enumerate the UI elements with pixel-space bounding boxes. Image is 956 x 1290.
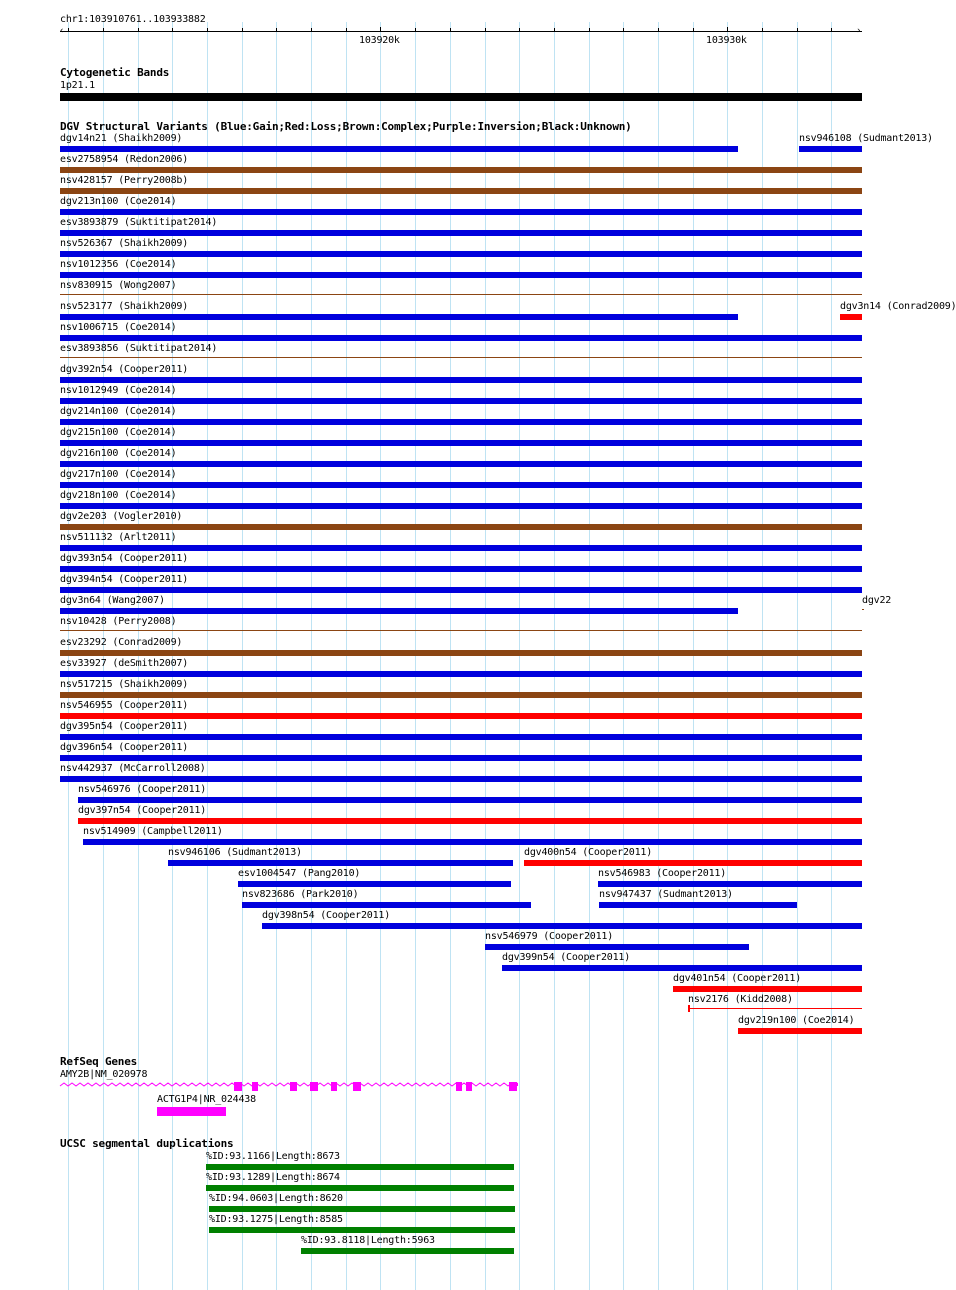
dgv-variant-bar[interactable] — [799, 146, 862, 152]
dgv-variant-bar[interactable] — [60, 503, 862, 509]
dgv-variant-label: nsv523177 (Shaikh2009) — [60, 301, 189, 312]
dgv-variant-label: dgv216n100 (Coe2014) — [60, 448, 177, 459]
segdup-bar[interactable] — [206, 1164, 514, 1170]
ruler-tick-label: 103920k — [359, 35, 400, 46]
dgv-variant-label: dgv218n100 (Coe2014) — [60, 490, 177, 501]
dgv-variant-label: dgv401n54 (Cooper2011) — [673, 973, 802, 984]
ruler-tick — [762, 28, 763, 32]
dgv-variant-label: nsv526367 (Shaikh2009) — [60, 238, 189, 249]
ruler-arrow-right: › — [856, 26, 862, 36]
dgv-variant-bar[interactable] — [688, 1008, 862, 1009]
dgv-variant-bar[interactable] — [485, 944, 749, 950]
dgv-variant-bar[interactable] — [60, 314, 738, 320]
dgv-variant-bar[interactable] — [673, 986, 862, 992]
dgv-variant-label: nsv546955 (Cooper2011) — [60, 700, 189, 711]
dgv-variant-bar[interactable] — [60, 167, 862, 173]
dgv-track-title: DGV Structural Variants (Blue:Gain;Red:Loss;Brown:Complex;Purple:Inversion;Black:Unknown) — [60, 120, 632, 133]
dgv-variant-bar[interactable] — [242, 902, 531, 908]
dgv-variant-label: dgv393n54 (Cooper2011) — [60, 553, 189, 564]
gene-label: AMY2B|NM_020978 — [60, 1069, 148, 1080]
ruler-tick — [658, 28, 659, 32]
cytoband-track-title: Cytogenetic Bands — [60, 66, 170, 79]
dgv-variant-label: dgv392n54 (Cooper2011) — [60, 364, 189, 375]
ruler-tick — [623, 28, 624, 32]
dgv-variant-bar[interactable] — [60, 419, 862, 425]
ruler-tick — [589, 28, 590, 32]
dgv-variant-label: nsv514909 (Campbell2011) — [83, 826, 223, 837]
dgv-variant-label: esv23292 (Conrad2009) — [60, 637, 183, 648]
dgv-variant-label: nsv546983 (Cooper2011) — [598, 868, 727, 879]
dgv-variant-bar[interactable] — [60, 335, 862, 341]
gene-exon[interactable] — [234, 1082, 242, 1091]
dgv-variant-label: dgv219n100 (Coe2014) — [738, 1015, 855, 1026]
gene-exon[interactable] — [252, 1082, 258, 1091]
segdup-track-title: UCSC segmental duplications — [60, 1137, 234, 1150]
dgv-variant-bar[interactable] — [60, 377, 862, 383]
ruler-tick — [138, 28, 139, 32]
dgv-variant-bar[interactable] — [60, 272, 862, 278]
dgv-variant-label: nsv517215 (Shaikh2009) — [60, 679, 189, 690]
dgv-variant-bar[interactable] — [168, 860, 513, 866]
ruler-tick — [519, 28, 520, 32]
dgv-variant-bar[interactable] — [60, 650, 862, 656]
dgv-variant-bar[interactable] — [60, 294, 862, 295]
segdup-bar[interactable] — [209, 1206, 515, 1212]
segdup-label: %ID:93.1166|Length:8673 — [206, 1151, 340, 1162]
dgv-variant-bar[interactable] — [60, 188, 862, 194]
dgv-variant-label: nsv546979 (Cooper2011) — [485, 931, 614, 942]
ruler-tick — [727, 27, 728, 32]
ruler-tick — [242, 28, 243, 32]
gene-exon[interactable] — [353, 1082, 361, 1091]
dgv-variant-label: nsv946108 (Sudmant2013) — [799, 133, 933, 144]
dgv-variant-bar[interactable] — [60, 734, 862, 740]
dgv-variant-bar[interactable] — [60, 357, 862, 358]
dgv-variant-bar[interactable] — [60, 461, 862, 467]
ruler-tick — [485, 28, 486, 32]
gene-exon[interactable] — [290, 1082, 297, 1091]
segdup-label: %ID:93.1289|Length:8674 — [206, 1172, 340, 1183]
dgv-variant-bar[interactable] — [60, 524, 862, 530]
dgv-variant-label: esv3893856 (Suktitipat2014) — [60, 343, 218, 354]
dgv-variant-bar[interactable] — [60, 587, 862, 593]
dgv-variant-label: esv1004547 (Pang2010) — [238, 868, 361, 879]
ruler-tick — [380, 27, 381, 32]
dgv-variant-label: dgv14n21 (Shaikh2009) — [60, 133, 183, 144]
dgv-variant-label: nsv830915 (Wong2007) — [60, 280, 177, 291]
dgv-variant-label: dgv398n54 (Cooper2011) — [262, 910, 391, 921]
ruler-tick — [831, 28, 832, 32]
dgv-variant-label: nsv823686 (Park2010) — [242, 889, 359, 900]
ruler-tick — [68, 28, 69, 32]
dgv-variant-label: nsv1012949 (Coe2014) — [60, 385, 177, 396]
dgv-variant-bar[interactable] — [598, 881, 862, 887]
dgv-variant-bar[interactable] — [840, 314, 862, 320]
dgv-variant-bar[interactable] — [262, 923, 862, 929]
dgv-variant-label: dgv396n54 (Cooper2011) — [60, 742, 189, 753]
dgv-variant-label: esv2758954 (Redon2006) — [60, 154, 189, 165]
dgv-variant-label: nsv428157 (Perry2008b) — [60, 175, 189, 186]
gene-exon[interactable] — [331, 1082, 337, 1091]
ruler-tick — [103, 28, 104, 32]
dgv-variant-bar[interactable] — [238, 881, 511, 887]
dgv-variant-bar[interactable] — [83, 839, 862, 845]
dgv-variant-label: dgv22 — [862, 595, 892, 606]
dgv-variant-label: nsv2176 (Kidd2008) — [688, 994, 793, 1005]
segdup-bar[interactable] — [209, 1227, 515, 1233]
dgv-variant-bar[interactable] — [60, 755, 862, 761]
segdup-bar[interactable] — [301, 1248, 514, 1254]
dgv-variant-endcap — [688, 1005, 690, 1012]
ruler-tick — [276, 28, 277, 32]
dgv-variant-label: nsv442937 (McCarroll2008) — [60, 763, 206, 774]
ruler-tick — [797, 28, 798, 32]
gene-exon[interactable] — [456, 1082, 462, 1091]
dgv-variant-bar[interactable] — [60, 251, 862, 257]
gene-exon[interactable] — [466, 1082, 472, 1091]
dgv-variant-label: dgv399n54 (Cooper2011) — [502, 952, 631, 963]
ruler-axis-line — [60, 31, 862, 32]
ruler-tick-label: 103930k — [706, 35, 747, 46]
ruler-tick — [554, 28, 555, 32]
dgv-variant-bar[interactable] — [60, 692, 862, 698]
gene-exon[interactable] — [310, 1082, 318, 1091]
dgv-variant-label: dgv397n54 (Cooper2011) — [78, 805, 207, 816]
dgv-variant-label: nsv1012356 (Coe2014) — [60, 259, 177, 270]
dgv-variant-label: dgv213n100 (Coe2014) — [60, 196, 177, 207]
dgv-variant-label: dgv394n54 (Cooper2011) — [60, 574, 189, 585]
cytoband-bar[interactable] — [60, 93, 862, 101]
dgv-variant-label: nsv946106 (Sudmant2013) — [168, 847, 302, 858]
dgv-variant-bar[interactable] — [60, 608, 738, 614]
ruler-arrow-left: ‹ — [59, 26, 65, 36]
gene-exon[interactable] — [509, 1082, 517, 1091]
dgv-variant-label: dgv395n54 (Cooper2011) — [60, 721, 189, 732]
dgv-variant-bar[interactable] — [60, 713, 862, 719]
dgv-variant-bar[interactable] — [60, 566, 862, 572]
dgv-variant-label: esv3893879 (Suktitipat2014) — [60, 217, 218, 228]
dgv-variant-bar[interactable] — [60, 440, 862, 446]
dgv-variant-bar[interactable] — [78, 797, 862, 803]
dgv-variant-bar[interactable] — [60, 230, 862, 236]
ruler-tick — [346, 28, 347, 32]
dgv-variant-bar[interactable] — [78, 818, 862, 824]
segdup-label: %ID:94.0603|Length:8620 — [209, 1193, 343, 1204]
refseq-track-title: RefSeq Genes — [60, 1055, 138, 1068]
segdup-label: %ID:93.8118|Length:5963 — [301, 1235, 435, 1246]
segdup-bar[interactable] — [206, 1185, 514, 1191]
dgv-variant-label: dgv3n64 (Wang2007) — [60, 595, 165, 606]
dgv-variant-label: nsv546976 (Cooper2011) — [78, 784, 207, 795]
dgv-variant-label: nsv947437 (Sudmant2013) — [599, 889, 733, 900]
dgv-variant-bar[interactable] — [502, 965, 862, 971]
dgv-variant-bar[interactable] — [60, 398, 862, 404]
ruler-tick — [415, 28, 416, 32]
dgv-variant-bar[interactable] — [60, 482, 862, 488]
dgv-variant-label: dgv3n14 (Conrad2009) — [840, 301, 956, 312]
dgv-variant-label: dgv400n54 (Cooper2011) — [524, 847, 653, 858]
ruler-tick — [450, 28, 451, 32]
cytoband-label: 1p21.1 — [60, 80, 95, 91]
dgv-variant-bar[interactable] — [60, 776, 862, 782]
pseudogene-bar[interactable] — [157, 1107, 226, 1116]
dgv-variant-bar[interactable] — [60, 545, 862, 551]
region-label: chr1:103910761..103933882 — [60, 14, 206, 25]
dgv-variant-bar[interactable] — [60, 671, 862, 677]
dgv-variant-bar[interactable] — [862, 609, 864, 610]
ruler-tick — [311, 28, 312, 32]
dgv-variant-label: dgv215n100 (Coe2014) — [60, 427, 177, 438]
dgv-variant-label: dgv217n100 (Coe2014) — [60, 469, 177, 480]
ruler-tick — [207, 28, 208, 32]
gene-intron-line[interactable] — [0, 1076, 890, 1096]
dgv-variant-bar[interactable] — [738, 1028, 862, 1034]
dgv-variant-label: nsv1006715 (Coe2014) — [60, 322, 177, 333]
dgv-variant-bar[interactable] — [524, 860, 862, 866]
dgv-variant-label: nsv511132 (Arlt2011) — [60, 532, 177, 543]
dgv-variant-bar[interactable] — [60, 146, 738, 152]
ruler-tick — [693, 28, 694, 32]
dgv-variant-bar[interactable] — [60, 630, 862, 631]
dgv-variant-label: nsv10428 (Perry2008) — [60, 616, 177, 627]
ruler-tick — [172, 28, 173, 32]
dgv-variant-bar[interactable] — [599, 902, 797, 908]
dgv-variant-label: dgv2e203 (Vogler2010) — [60, 511, 183, 522]
segdup-label: %ID:93.1275|Length:8585 — [209, 1214, 343, 1225]
gene-label: ACTG1P4|NR_024438 — [157, 1094, 256, 1105]
dgv-variant-label: dgv214n100 (Coe2014) — [60, 406, 177, 417]
dgv-variant-label: esv33927 (deSmith2007) — [60, 658, 189, 669]
dgv-variant-bar[interactable] — [60, 209, 862, 215]
